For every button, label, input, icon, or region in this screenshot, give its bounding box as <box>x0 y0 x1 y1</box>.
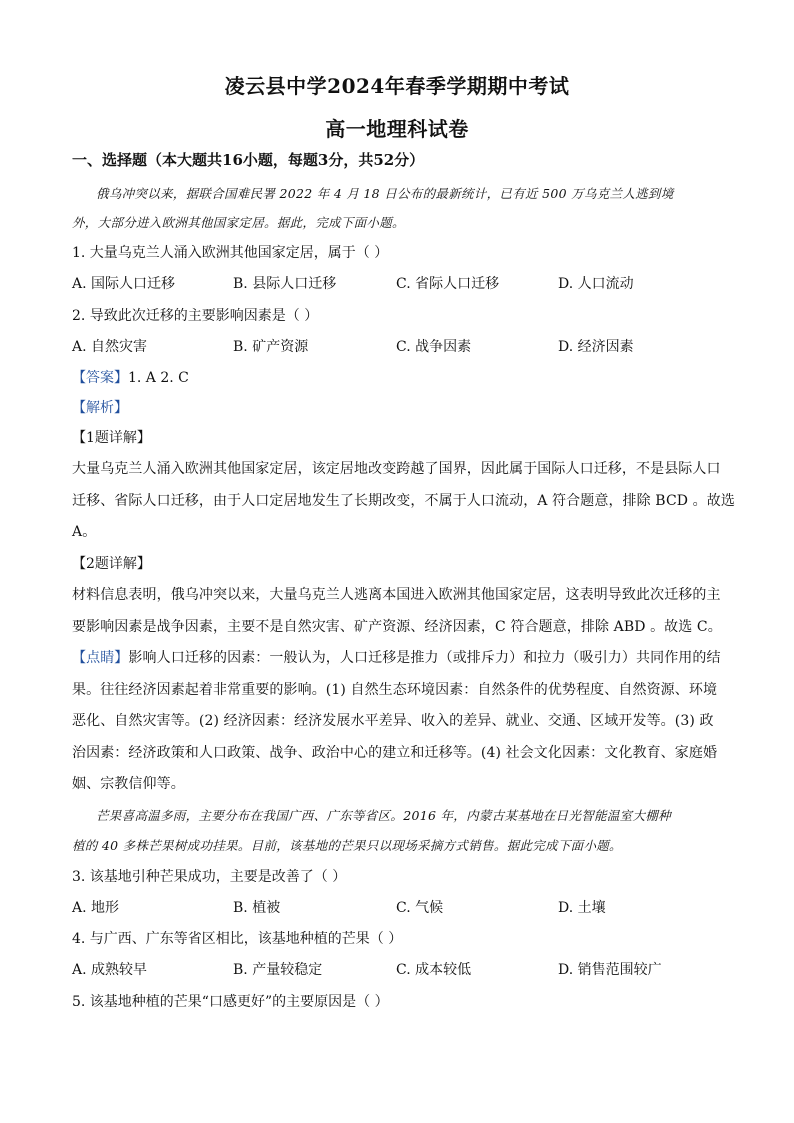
material2-line1: 芒果喜高温多雨，主要分布在我国广西、广东等省区。2016 年，内蒙古某基地在日光智能温室大棚种 <box>96 808 671 823</box>
answer-tag: 【答案】 <box>72 370 128 386</box>
q1-option-d: D. 人口流动 <box>558 276 634 292</box>
note-text1: 影响人口迁移的因素：一般认为，人口迁移是推力（或排斥力）和拉力（吸引力）共同作用的结 <box>128 650 721 666</box>
answer-row <box>72 368 722 388</box>
q1-option-b: B. 县际人口迁移 <box>233 276 337 292</box>
question-5-stem: 5. 该基地种植的芒果“口感更好”的主要原因是（ ） <box>72 994 389 1010</box>
q2-option-d: D. 经济因素 <box>558 339 634 355</box>
question-2-stem: 2. 导致此次迁移的主要影响因素是（ ） <box>72 308 319 324</box>
detail1-tag: 【1题详解】 <box>72 430 151 446</box>
note-line3: 恶化、自然灾害等。(2) 经济因素：经济发展水平差异、收入的差异、就业、交通、区域开发等。(3) 政 <box>72 713 714 729</box>
detail1-line2: 迁移、省际人口迁移，由于人口定居地发生了长期改变，不属于人口流动，A 符合题意，排除 BCD 。故选 <box>72 493 735 509</box>
detail2-line2: 要影响因素是战争因素，主要不是自然灾害、矿产资源、经济因素，C 符合题意，排除 ABD 。故选 C。 <box>72 619 722 635</box>
detail1-line3: A。 <box>72 524 97 540</box>
q2-option-c: C. 战争因素 <box>396 339 472 355</box>
question-4-stem: 4. 与广西、广东等省区相比，该基地种植的芒果（ ） <box>72 931 403 947</box>
section-heading: 一、选择题（本大题共16小题，每题3分，共52分） <box>72 151 425 169</box>
material1-line2: 外，大部分进入欧洲其他国家定居。据此，完成下面小题。 <box>72 215 405 230</box>
note-line5: 姻、宗教信仰等。 <box>72 776 185 792</box>
analysis-tag: 【解析】 <box>72 400 128 416</box>
q2-option-a: A. 自然灾害 <box>72 339 148 355</box>
material1-line1: 俄乌冲突以来，据联合国难民署 2022 年 4 月 18 日公布的最新统计，已有近 500 万乌克兰人逃到境 <box>96 186 674 201</box>
q4-option-a: A. 成熟较早 <box>72 962 148 978</box>
q1-option-a: A. 国际人口迁移 <box>72 276 176 292</box>
detail2-tag: 【2题详解】 <box>72 556 151 572</box>
note-line4: 治因素：经济政策和人口政策、战争、政治中心的建立和迁移等。(4) 社会文化因素：文化教育、家庭婚 <box>72 745 718 761</box>
q3-option-d: D. 土壤 <box>558 900 606 916</box>
q3-option-c: C. 气候 <box>396 900 444 916</box>
q4-option-b: B. 产量较稳定 <box>233 962 323 978</box>
detail2-line1: 材料信息表明，俄乌冲突以来，大量乌克兰人逃离本国进入欧洲其他国家定居，这表明导致此次迁移的主 <box>72 587 721 603</box>
answer-text: 1. A 2. C <box>128 370 189 386</box>
q4-option-d: D. 销售范围较广 <box>558 962 662 978</box>
material2-line2: 植的 40 多株芒果树成功挂果。目前，该基地的芒果只以现场采摘方式销售。据此完成下面小题。 <box>72 838 622 853</box>
note-tag: 【点睛】 <box>72 650 129 666</box>
question-1-stem: 1. 大量乌克兰人涌入欧洲其他国家定居，属于（ ） <box>72 245 389 261</box>
exam-title: 凌云县中学2024年春季学期期中考试 <box>224 74 570 98</box>
question-3-stem: 3. 该基地引种芒果成功，主要是改善了（ ） <box>72 869 347 885</box>
q1-option-c: C. 省际人口迁移 <box>396 276 500 292</box>
q3-option-b: B. 植被 <box>233 900 281 916</box>
note-line2: 果。往往经济因素起着非常重要的影响。(1) 自然生态环境因素：自然条件的优势程度、自然资源、环境 <box>72 682 718 698</box>
note-line1 <box>72 648 722 668</box>
exam-subtitle: 高一地理科试卷 <box>325 117 469 141</box>
detail1-line1: 大量乌克兰人涌入欧洲其他国家定居，该定居地改变跨越了国界，因此属于国际人口迁移，不是县际人口 <box>72 461 721 477</box>
q3-option-a: A. 地形 <box>72 900 120 916</box>
q2-option-b: B. 矿产资源 <box>233 339 309 355</box>
q4-option-c: C. 成本较低 <box>396 962 472 978</box>
